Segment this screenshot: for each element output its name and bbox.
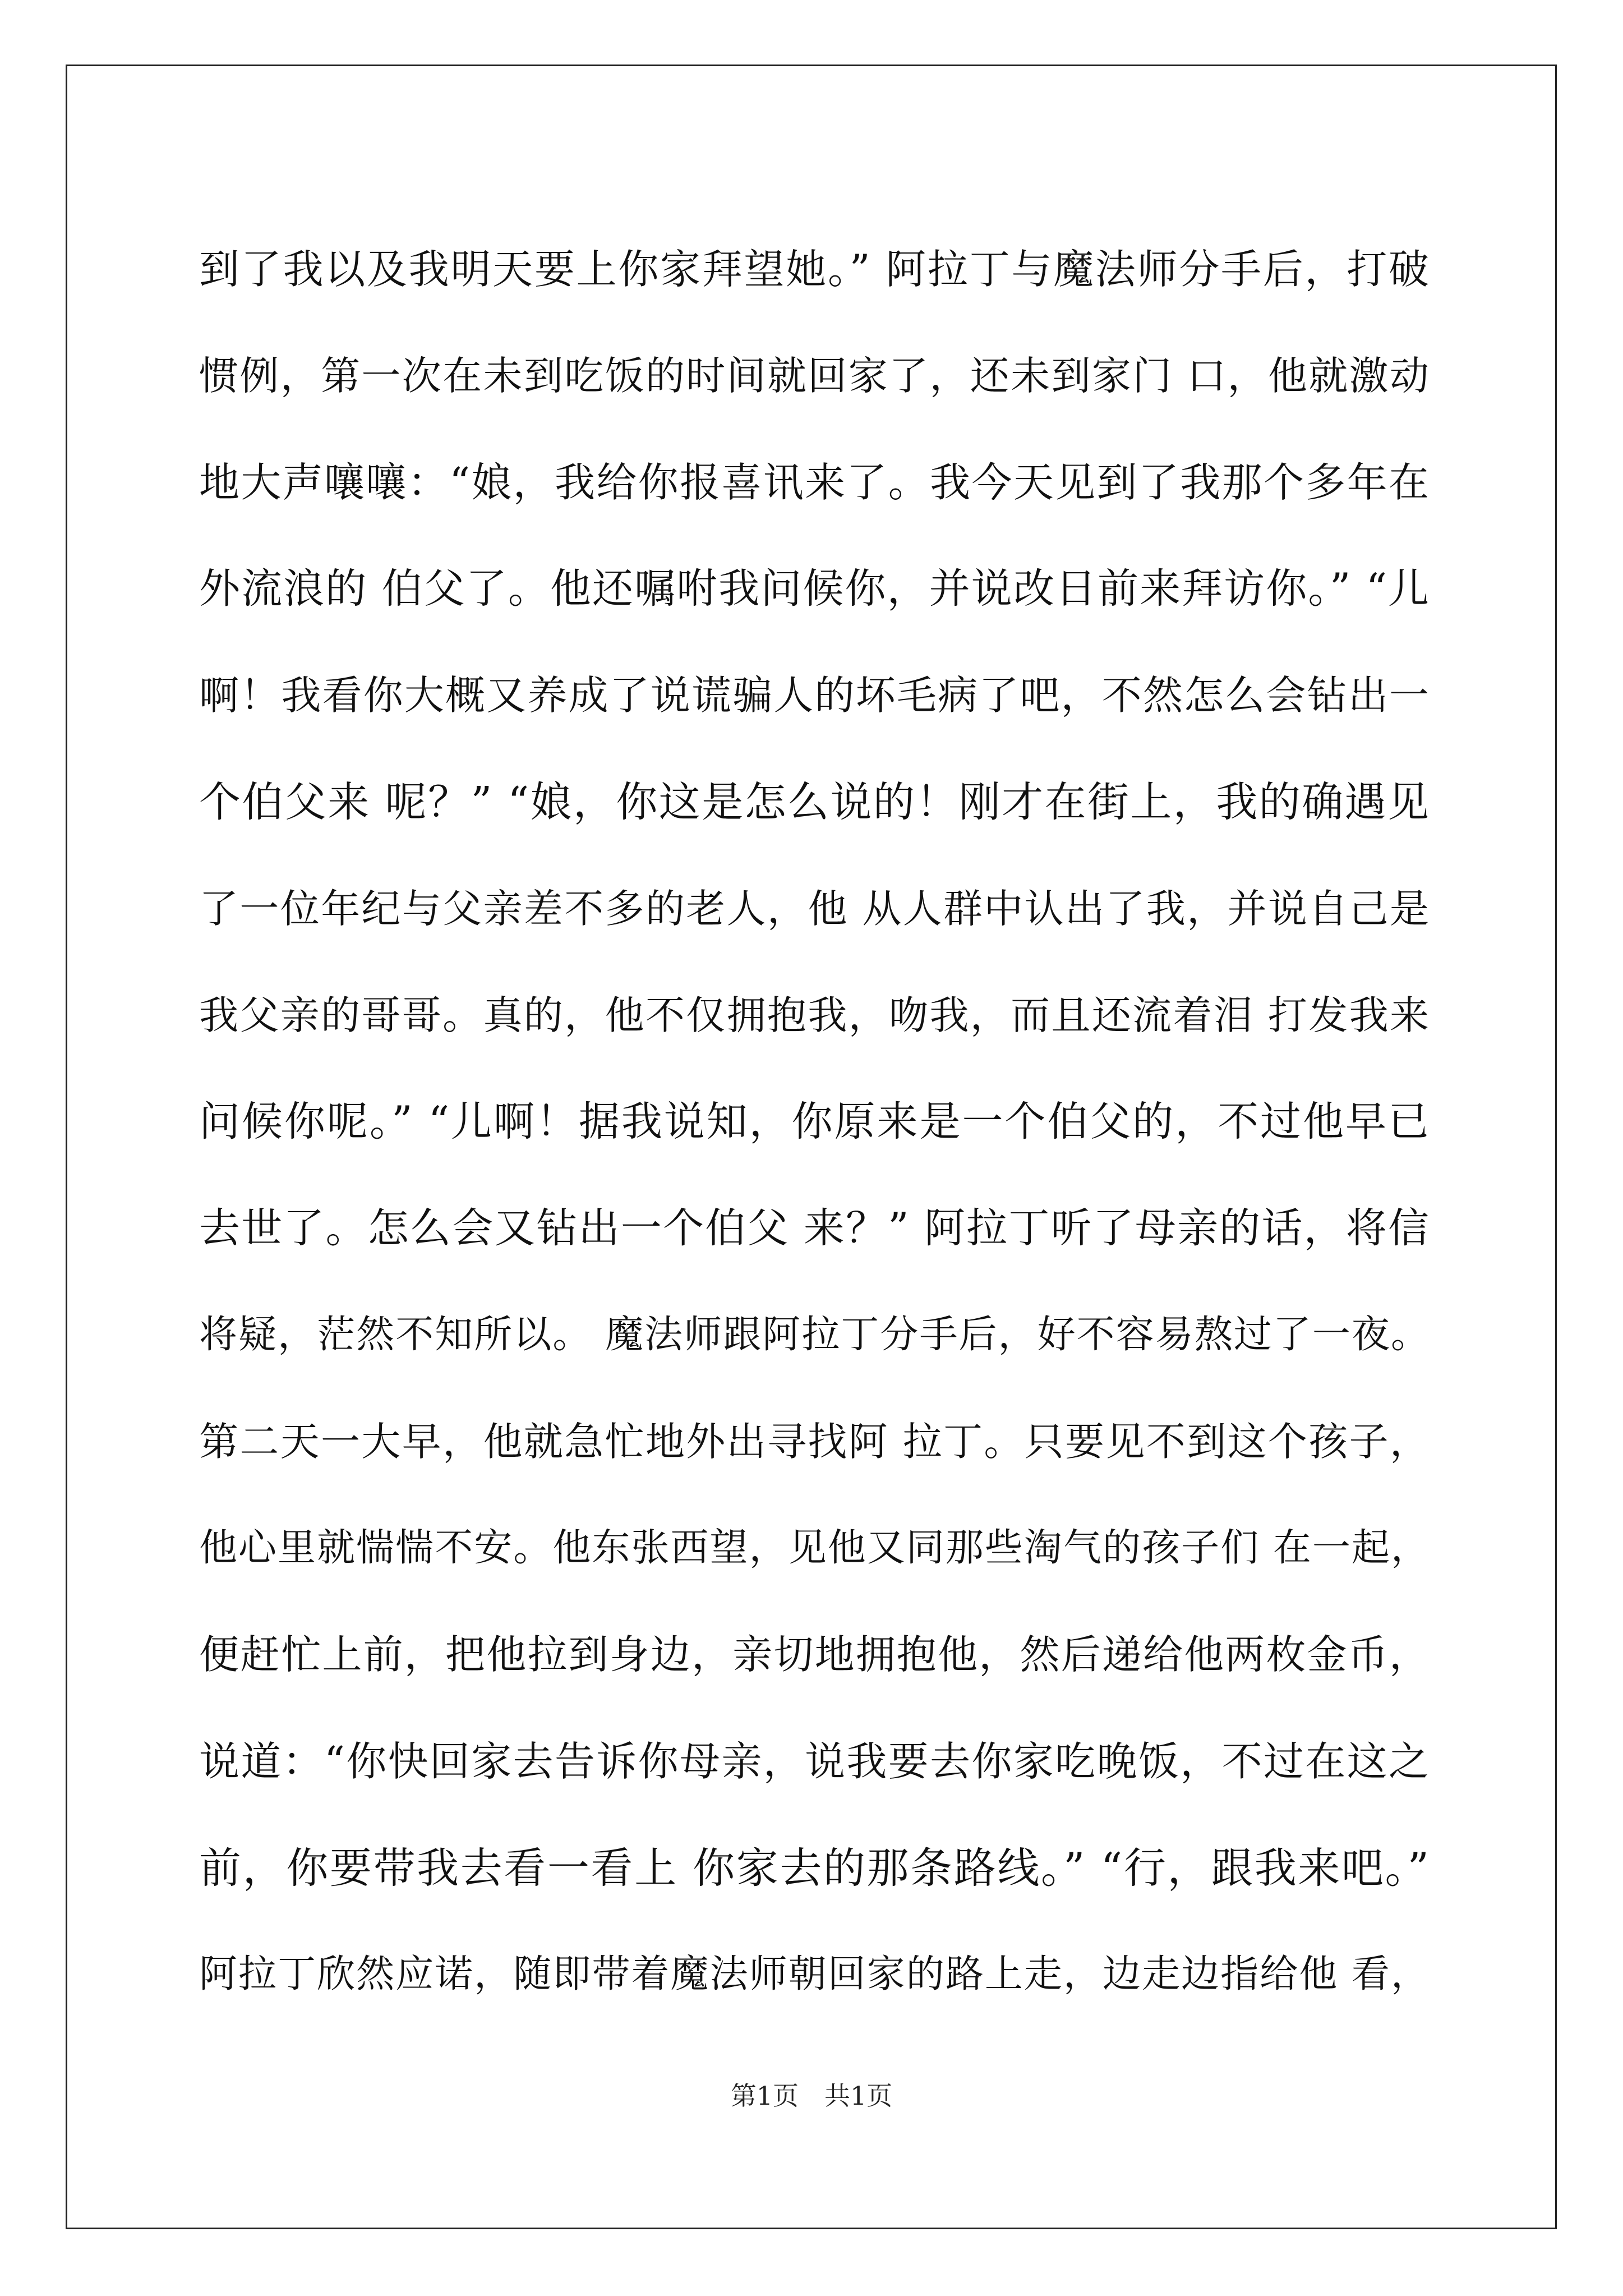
text-line: 说道：“你快回家去告诉你母亲，说我要去你家吃晚饭，不过在这之 bbox=[199, 1738, 1430, 1785]
text-line: 个伯父来 呢？” “娘，你这是怎么说的！刚才在街上，我的确遇见 bbox=[199, 778, 1430, 826]
text-line: 到了我以及我明天要上你家拜望她。” 阿拉丁与魔法师分手后，打破 bbox=[199, 246, 1430, 293]
text-line: 便赶忙上前，把他拉到身边，亲切地拥抱他，然后递给他两枚金币， bbox=[199, 1631, 1430, 1678]
text-line: 了一位年纪与父亲差不多的老人，他 从人群中认出了我，并说自己是 bbox=[199, 886, 1430, 932]
text-line: 他心里就惴惴不安。他东张西望，见他又同那些淘气的孩子们 在一起， bbox=[199, 1526, 1430, 1570]
text-line: 地大声嚷嚷：“娘，我给你报喜讯来了。我今天见到了我那个多年在 bbox=[199, 459, 1430, 506]
text-line: 阿拉丁欣然应诺，随即带着魔法师朝回家的路上走，边走边指给他 看， bbox=[199, 1952, 1430, 1996]
text-line: 我父亲的哥哥。真的，他不仅拥抱我，吻我，而且还流着泪 打发我来 bbox=[199, 992, 1430, 1038]
text-line: 前，你要带我去看一看上 你家去的那条路线。” “行，跟我来吧。” bbox=[199, 1843, 1430, 1893]
text-line: 去世了。怎么会又钻出一个伯父 来？” 阿拉丁听了母亲的话，将信 bbox=[199, 1204, 1430, 1252]
text-line: 外流浪的 伯父了。他还嘱咐我问候你，并说改日前来拜访你。” “儿 bbox=[199, 565, 1430, 613]
text-line: 惯例，第一次在未到吃饭的时间就回家了，还未到家门 口，他就激动 bbox=[199, 353, 1430, 399]
text-line: 将疑，茫然不知所以。 魔法师跟阿拉丁分手后，好不容易熬过了一夜。 bbox=[199, 1313, 1430, 1357]
text-line: 第二天一大早，他就急忙地外出寻找阿 拉丁。只要见不到这个孩子， bbox=[199, 1419, 1430, 1465]
page-number-footer: 第1页 共1页 bbox=[730, 2081, 893, 2111]
text-line: 啊！我看你大概又养成了说谎骗人的坏毛病了吧，不然怎么会钻出一 bbox=[199, 672, 1430, 719]
document-body bbox=[199, 216, 1430, 2028]
text-line: 问候你呢。” “儿啊！据我说知，你原来是一个伯父的，不过他早已 bbox=[199, 1098, 1430, 1145]
